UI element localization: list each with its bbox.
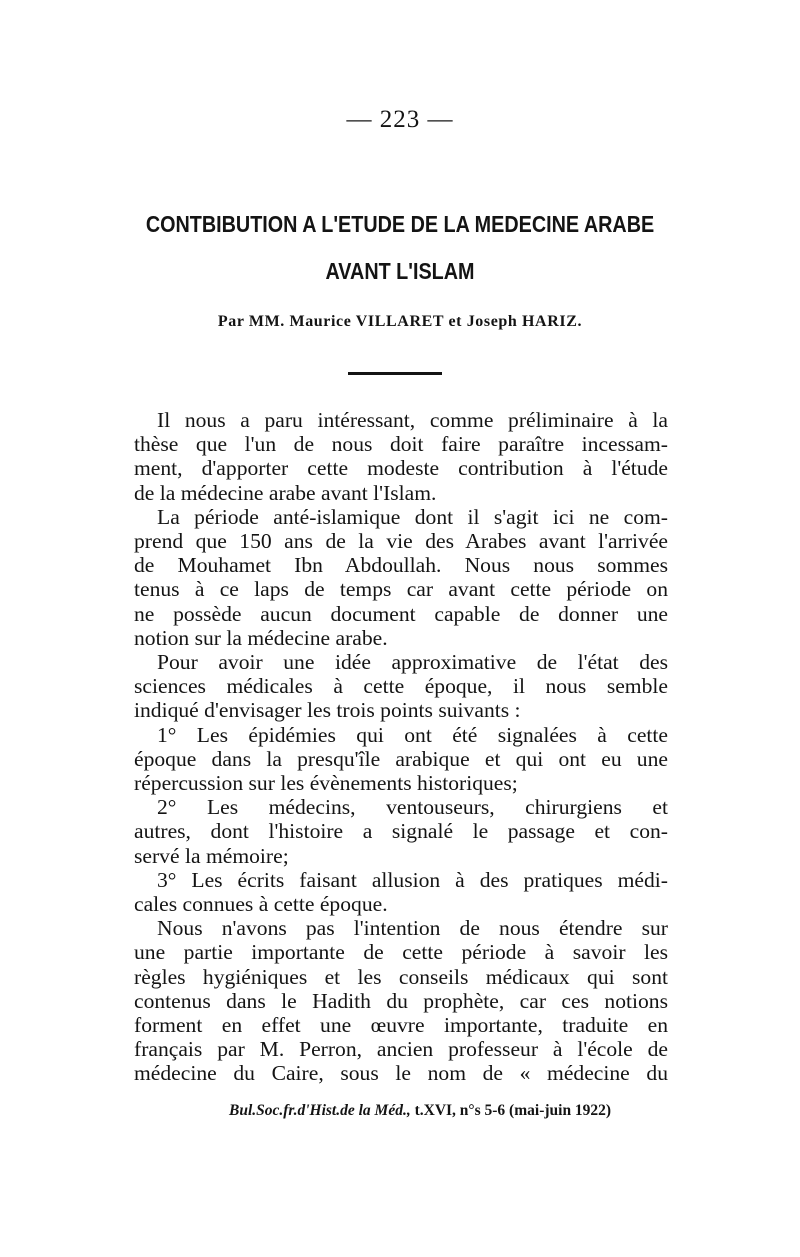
text-line: 1° Les épidémies qui ont été signalées à cette [157,722,668,747]
text-line: Il nous a paru intéressant, comme préliminaire à la [157,408,668,432]
text-line: répercussion sur les évènements historiques; [134,771,518,796]
text-line: contenus dans le Hadith du prophète, car ces notions [134,988,668,1013]
text-line: une partie importante de cette période à savoir les [134,940,668,965]
text-line: de la médecine arabe avant l'Islam. [134,480,437,505]
text-line: Nous n'avons pas l'intention de nous étendre sur [157,916,668,941]
text-line: tenus à ce laps de temps car avant cette période on [134,577,668,602]
text-line: servé la mémoire; [134,843,289,868]
article-title-line-1: CONTBIBUTION A L'ETUDE DE LA MEDECINE ARABE [145,211,655,237]
text-line: thèse que l'un de nous doit faire paraître incessam- [134,432,668,457]
page-number: — 223 — [346,106,454,133]
text-line: règles hygiéniques et les conseils médicaux qui sont [134,964,668,989]
text-line: ne possède aucun document capable de donner une [134,601,668,626]
text-line: 2° Les médecins, ventouseurs, chirurgiens et [157,795,668,820]
text-line: de Mouhamet Ibn Abdoullah. Nous nous sommes [134,553,668,578]
text-line: français par M. Perron, ancien professeur à l'école de [134,1037,668,1062]
text-line: notion sur la médecine arabe. [134,625,388,650]
text-line: sciences médicales à cette époque, il nous semble [134,674,668,699]
text-line: ment, d'apporter cette modeste contribution à l'étude [134,456,668,481]
text-line: La période anté-islamique dont il s'agit ici ne com- [157,504,668,529]
text-line: époque dans la presqu'île arabique et qui ont eu une [134,746,668,771]
text-line: indiqué d'envisager les trois points suivants : [134,698,521,723]
article-body [134,408,668,1086]
text-line: prend que 150 ans de la vie des Arabes avant l'arrivée [134,529,668,554]
text-line: cales connues à cette époque. [134,892,388,917]
text-line: médecine du Caire, sous le nom de « médecine du [134,1061,668,1086]
journal-citation [229,1102,611,1120]
article-title-line-2: AVANT L'ISLAM [325,258,475,284]
article-authors: Par MM. Maurice VILLARET et Joseph HARIZ. [217,313,583,330]
text-line: autres, dont l'histoire a signalé le passage et con- [134,819,668,844]
title-separator-rule [348,372,442,375]
journal-name: Bul.Soc.fr.d'Hist.de la Méd., [229,1102,411,1119]
text-line: forment en effet une œuvre importante, traduite en [134,1013,668,1038]
journal-details: t.XVI, n°s 5-6 (mai-juin 1922) [414,1102,612,1119]
text-line: 3° Les écrits faisant allusion à des pratiques médi- [157,867,668,892]
text-line: Pour avoir une idée approximative de l'état des [157,650,668,675]
